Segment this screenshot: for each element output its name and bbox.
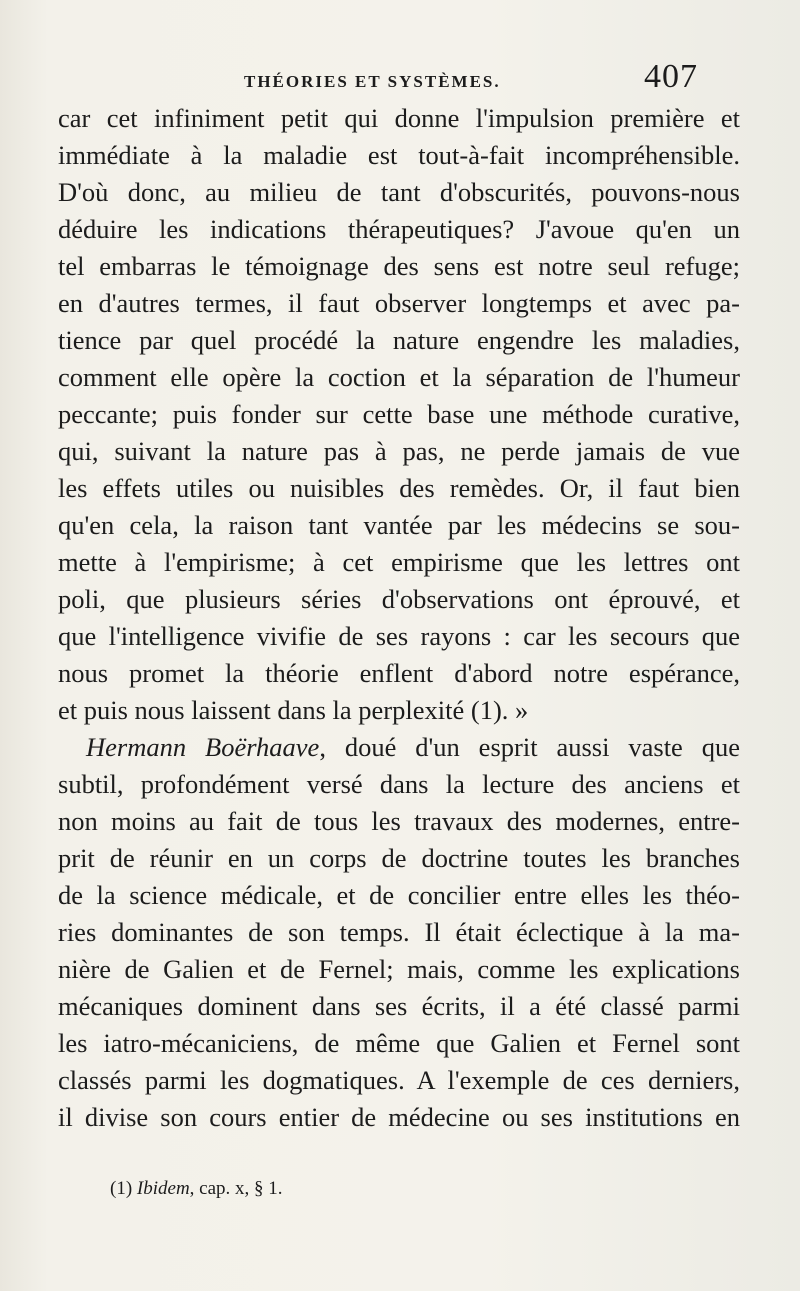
text-line: immédiate à la maladie est tout-à-fait incompréhensible.	[58, 140, 740, 170]
text-line: tel embarras le témoignage des sens est notre seul refuge;	[58, 251, 740, 281]
text-line: tience par quel procédé la nature engendre les maladies,	[58, 325, 740, 355]
text-line: peccante; puis fonder sur cette base une méthode curative,	[58, 399, 740, 429]
text-line: et puis nous laissent dans la perplexité (1). »	[58, 695, 529, 725]
text-line: il divise son cours entier de médecine ou ses institutions en	[58, 1102, 740, 1132]
body-text	[58, 100, 740, 1136]
text-line: D'où donc, au milieu de tant d'obscurités, pouvons-nous	[58, 177, 740, 207]
paragraph-1	[58, 100, 740, 729]
text-line: ries dominantes de son temps. Il était éclectique à la ma-	[58, 917, 740, 947]
text-line: comment elle opère la coction et la séparation de l'humeur	[58, 362, 740, 392]
paragraph-2	[58, 729, 740, 1136]
text-line: déduire les indications thérapeutiques? J'avoue qu'en un	[58, 214, 740, 244]
text-line: poli, que plusieurs séries d'observations ont éprouvé, et	[58, 584, 740, 614]
text-line: de la science médicale, et de concilier entre elles les théo-	[58, 880, 740, 910]
text-line: mécaniques dominent dans ses écrits, il a été classé parmi	[58, 991, 740, 1021]
text-line: en d'autres termes, il faut observer longtemps et avec pa-	[58, 288, 740, 318]
text-line: que l'intelligence vivifie de ses rayons : car les secours que	[58, 621, 740, 651]
text-line: car cet infiniment petit qui donne l'impulsion première et	[58, 103, 740, 133]
footnote-source: Ibidem	[136, 1178, 190, 1199]
footnote-marker: (1)	[110, 1178, 133, 1199]
text-line: mette à l'empirisme; à cet empirisme que les lettres ont	[58, 547, 740, 577]
text-line: classés parmi les dogmatiques. A l'exemple de ces derniers,	[58, 1065, 740, 1095]
footnote	[110, 1178, 283, 1200]
text-line: les iatro-mécaniciens, de même que Galien et Fernel sont	[58, 1028, 740, 1058]
text-line: subtil, profondément versé dans la lecture des anciens et	[58, 769, 740, 799]
text-line: qui, suivant la nature pas à pas, ne perde jamais de vue	[58, 436, 740, 466]
text-line: nous promet la théorie enflent d'abord notre espérance,	[58, 658, 740, 688]
running-head: THÉORIES ET SYSTÈMES.	[244, 72, 501, 91]
text-fragment: , doué d'un esprit aussi vaste que	[319, 732, 740, 762]
text-line: qu'en cela, la raison tant vantée par les médecins se sou-	[58, 510, 740, 540]
text-line: prit de réunir en un corps de doctrine toutes les branches	[58, 843, 740, 873]
text-line: non moins au fait de tous les travaux des modernes, entre-	[58, 806, 740, 836]
text-line	[58, 729, 740, 766]
footnote-text: , cap. x, § 1.	[189, 1178, 283, 1199]
text-line: nière de Galien et de Fernel; mais, comme les explications	[58, 954, 740, 984]
text-line: les effets utiles ou nuisibles des remèdes. Or, il faut bien	[58, 473, 740, 503]
person-name: Hermann Boërhaave	[86, 732, 320, 762]
page-number: 407	[644, 58, 698, 95]
